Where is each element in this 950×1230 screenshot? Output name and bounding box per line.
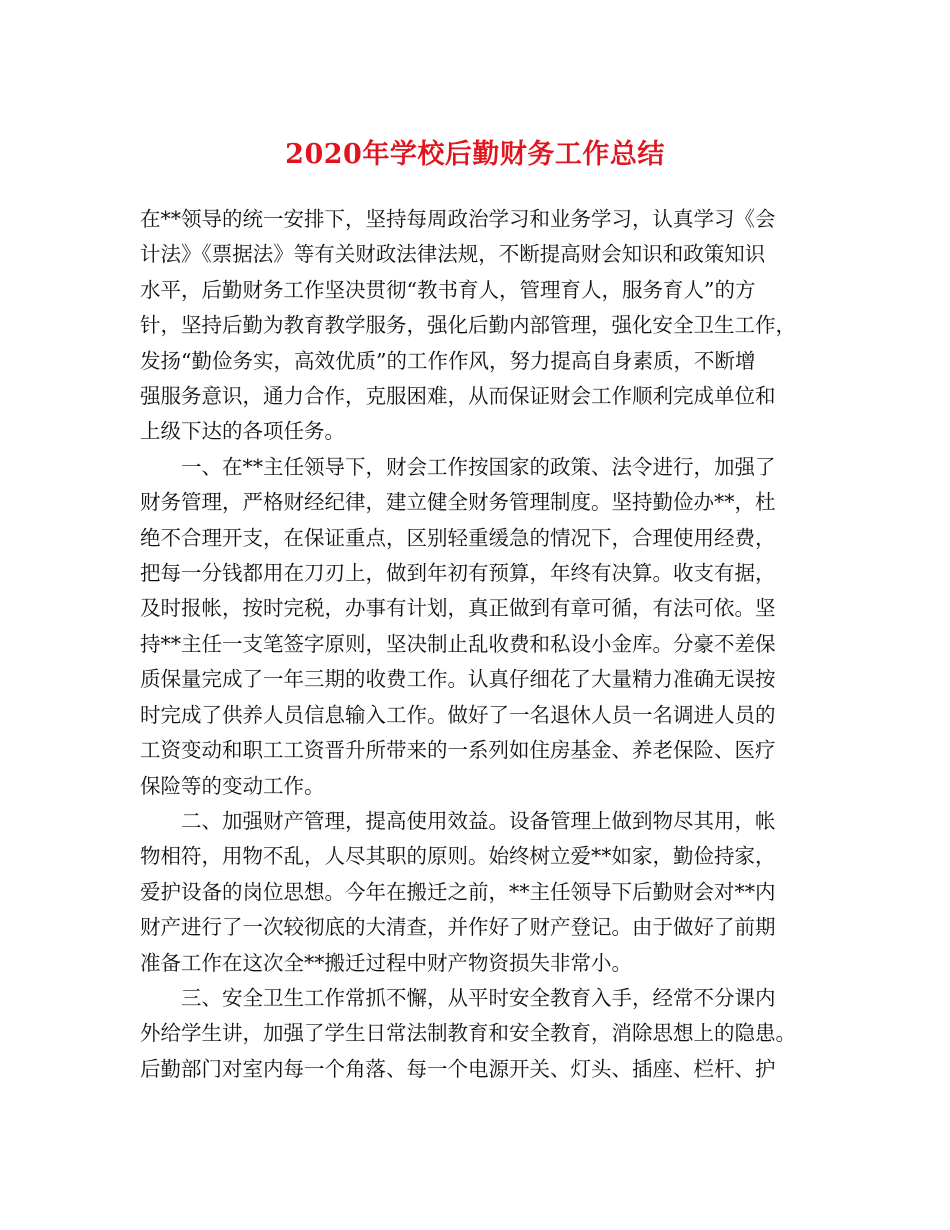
paragraph-line: 三、安全卫生工作常抓不懈，从平时安全教育入手，经常不分课内 [181,985,776,1010]
paragraph-line: 外给学生讲，加强了学生日常法制教育和安全教育，消除思想上的隐患。 [140,1021,796,1046]
paragraph-line: 针，坚持后勤为教育教学服务，强化后勤内部管理，强化安全卫生工作， [140,313,796,338]
paragraph-line: 发扬“勤俭务实，高效优质”的工作作风，努力提高自身素质，不断增 [140,348,756,373]
paragraph-line: 财产进行了一次较彻底的大清查，并作好了财产登记。由于做好了前期 [140,915,776,940]
paragraph [140,981,820,1087]
paragraph-line: 持**主任一支笔签字原则，坚决制止乱收费和私设小金库。分豪不差保 [140,631,776,656]
paragraph-line: 把每一分钱都用在刀刃上，做到年初有预算，年终有决算。收支有据， [140,561,776,586]
paragraph-line: 上级下达的各项任务。 [140,419,345,444]
document-title: 2020年学校后勤财务工作总结 [285,139,665,170]
paragraph [140,450,820,804]
paragraph-line: 准备工作在这次全**搬迁过程中财产物资损失非常小。 [140,950,632,975]
paragraph-line: 时完成了供养人员信息输入工作。做好了一名退休人员一名调进人员的 [140,702,776,727]
paragraph [140,804,820,981]
paragraph-line: 后勤部门对室内每一个角落、每一个电源开关、灯头、插座、栏杆、护 [140,1056,776,1081]
paragraph [140,202,820,450]
paragraph-line: 在**领导的统一安排下，坚持每周政治学习和业务学习，认真学习《会 [140,207,776,231]
paragraph-line: 计法》《票据法》等有关财政法律法规，不断提高财会知识和政策知识 [140,242,766,267]
document-body [140,202,820,1087]
paragraph-line: 物相符，用物不乱，人尽其职的原则。始终树立爱**如家，勤俭持家， [140,844,776,869]
paragraph-line: 爱护设备的岗位思想。今年在搬迁之前，**主任领导下后勤财会对**内 [140,879,776,904]
paragraph-line: 财务管理，严格财经纪律，建立健全财务管理制度。坚持勤俭办**，杜 [140,490,776,515]
paragraph-line: 强服务意识，通力合作，克服困难，从而保证财会工作顺利完成单位和 [140,384,776,409]
paragraph-line: 质保量完成了一年三期的收费工作。认真仔细花了大量精力准确无误按 [140,667,776,692]
paragraph-line: 保险等的变动工作。 [140,773,325,798]
paragraph-line: 及时报帐，按时完税，办事有计划，真正做到有章可循，有法可依。坚 [140,596,776,621]
paragraph-line: 二、加强财产管理，提高使用效益。设备管理上做到物尽其用，帐 [181,808,776,833]
paragraph-line: 绝不合理开支，在保证重点，区别轻重缓急的情况下，合理使用经费， [140,525,776,550]
paragraph-line: 一、在**主任领导下，财会工作按国家的政策、法令进行，加强了 [181,454,776,479]
paragraph-line: 工资变动和职工工资晋升所带来的一系列如住房基金、养老保险、医疗 [140,738,776,763]
paragraph-line: 水平，后勤财务工作坚决贯彻“教书育人，管理育人，服务育人”的方 [140,277,756,302]
